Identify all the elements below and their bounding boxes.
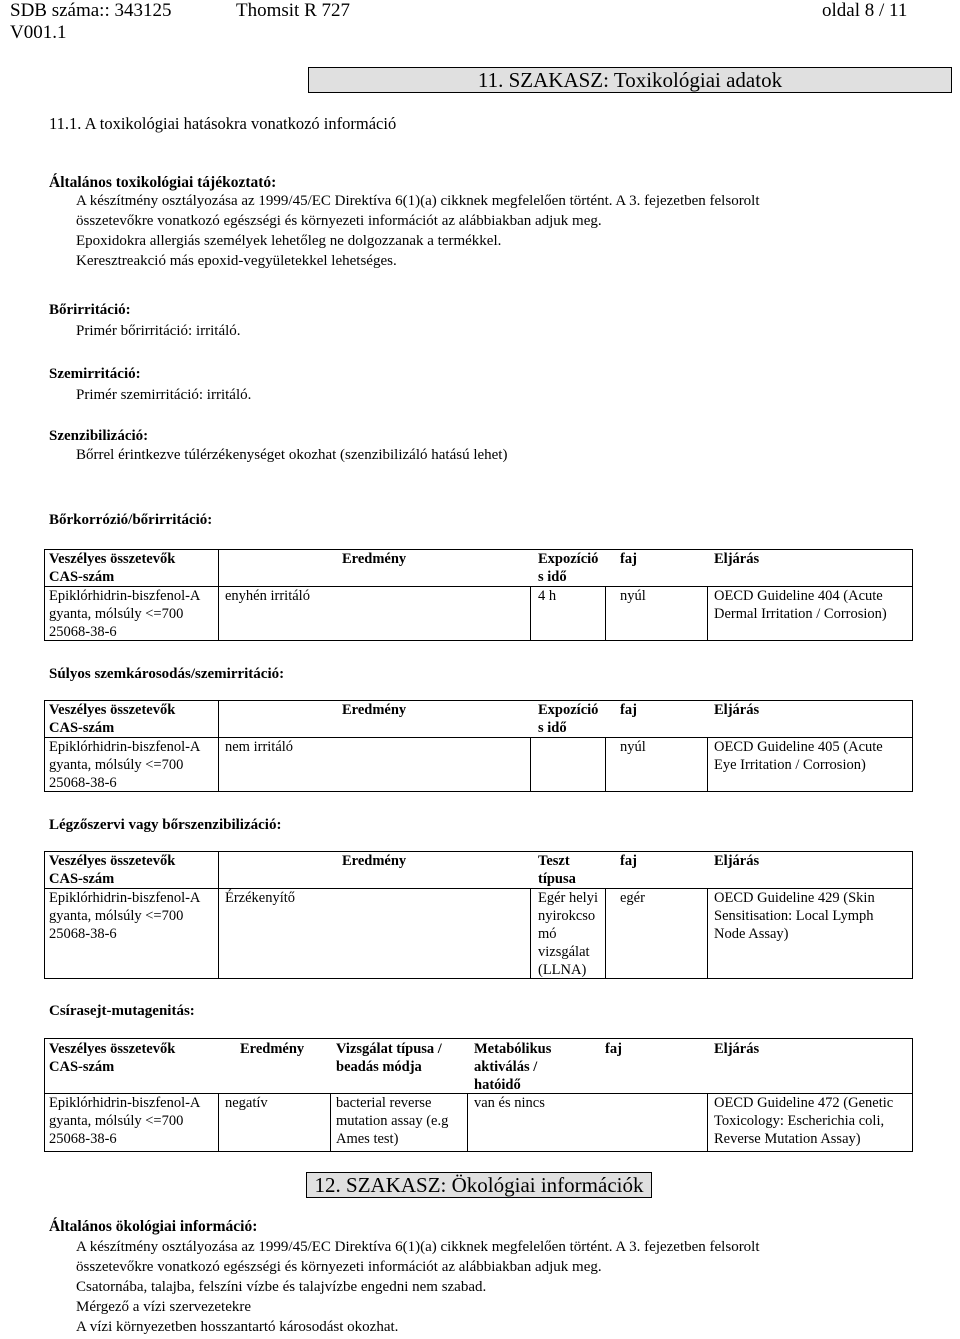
t3-test-2: nyirokcso [538,908,596,924]
col-exposure-2: s idő [538,569,567,585]
t2-result: nem irritáló [225,739,294,755]
t4-assay-1: bacterial reverse [336,1095,432,1111]
t3-method-2: Sensitisation: Local Lymph [714,908,874,924]
page-number: oldal 8 / 11 [822,0,908,21]
skin-text: Primér bőrirritáció: irritáló. [76,323,241,339]
substance-mw: gyanta, mólsúly <=700 [49,1113,184,1129]
t3-species: egér [620,890,645,906]
t4-metab: van és nincs [474,1095,545,1111]
table1-col-line [707,586,708,640]
table1-col-line [218,549,219,640]
t1-method-2: Dermal Irritation / Corrosion) [714,606,887,622]
t4-method-1: OECD Guideline 472 (Genetic [714,1095,894,1111]
substance-cas: 25068-38-6 [49,1131,117,1147]
col-test-type: Teszt [538,853,570,869]
t4-result: negatív [225,1095,268,1111]
table4-heading: Csírasejt-mutagenitás: [49,1003,195,1019]
table1-col-line [605,586,606,640]
t4-assay-2: mutation assay (e.g [336,1113,449,1129]
substance-mw: gyanta, mólsúly <=700 [49,757,184,773]
t3-result: Érzékenyítő [225,890,296,906]
section-11-banner [308,67,952,93]
t3-method-3: Node Assay) [714,926,789,942]
general-line-1: A készítmény osztályozása az 1999/45/EC Direktíva 6(1)(a) cikknek megfelelően történt. A 3. fejezetben felsorolt [76,193,760,209]
col-method: Eljárás [714,1041,760,1057]
general-line-4: Keresztreakció más epoxid-vegyületekkel lehetséges. [76,253,397,269]
t2-method-2: Eye Irritation / Corrosion) [714,757,866,773]
col-result: Eredmény [342,853,407,869]
t4-method-2: Toxicology: Escherichia coli, [714,1113,885,1129]
sens-heading: Szenzibilizáció: [49,428,149,444]
sens-text: Bőrrel érintkezve túlérzékenységet okozhat (szenzibilizáló hatású lehet) [76,447,508,463]
col-component: Veszélyes összetevők [49,1041,176,1057]
t3-test-4: vizsgálat [538,944,590,960]
general-line-3: Epoxidokra allergiás személyek lehetőleg ne dolgozzanak a termékkel. [76,233,502,249]
eye-heading: Szemirritáció: [49,366,141,382]
col-metab-3: hatóidő [474,1077,521,1093]
substance-name: Epiklórhidrin-biszfenol-A [49,1095,201,1111]
col-result: Eredmény [342,702,407,718]
t2-method-1: OECD Guideline 405 (Acute [714,739,883,755]
col-cas: CAS-szám [49,871,115,887]
t1-exposure: 4 h [538,588,557,604]
col-result: Eredmény [240,1041,305,1057]
substance-mw: gyanta, mólsúly <=700 [49,908,184,924]
substance-name: Epiklórhidrin-biszfenol-A [49,890,201,906]
skin-heading: Bőrirritáció: [49,302,131,318]
section-11-title: 11. SZAKASZ: Toxikológiai adatok [477,68,783,92]
product-name: Thomsit R 727 [236,0,351,21]
eco-line-4: Mérgező a vízi szervezetekre [76,1299,252,1315]
table4-col-line [330,1093,331,1151]
table3-heading: Légzőszervi vagy bőrszenzibilizáció: [49,817,282,833]
eco-line-1: A készítmény osztályozása az 1999/45/EC Direktíva 6(1)(a) cikknek megfelelően történt. A 3. fejezetben felsorolt [76,1239,760,1255]
col-species: faj [620,853,637,869]
eco-heading: Általános ökológiai információ: [49,1218,258,1235]
table3-col-line [605,888,606,978]
table1-col-line [530,586,531,640]
substance-cas: 25068-38-6 [49,624,117,640]
col-species: faj [605,1041,622,1057]
col-assay-2: beadás módja [336,1059,422,1075]
t1-method-1: OECD Guideline 404 (Acute [714,588,883,604]
col-cas: CAS-szám [49,1059,115,1075]
col-assay: Vizsgálat típusa / [336,1041,442,1057]
table2-col-line [707,737,708,791]
col-metab-2: aktiválás / [474,1059,538,1075]
version: V001.1 [10,22,67,43]
t2-species: nyúl [620,739,646,755]
substance-name: Epiklórhidrin-biszfenol-A [49,588,201,604]
substance-mw: gyanta, mólsúly <=700 [49,606,184,622]
t3-test-1: Egér helyi [538,890,598,906]
t3-test-5: (LLNA) [538,962,587,978]
subsection-title: 11.1. A toxikológiai hatásokra vonatkozó információ [49,114,397,133]
col-species: faj [620,551,637,567]
table1-heading: Bőrkorrózió/bőrirritáció: [49,512,213,528]
table3-col-line [530,888,531,978]
eye-text: Primér szemirritáció: irritáló. [76,387,252,403]
t3-method-1: OECD Guideline 429 (Skin [714,890,875,906]
table3-col-line [218,851,219,978]
t4-method-3: Reverse Mutation Assay) [714,1131,861,1147]
sdb-number: SDB száma:: 343125 [10,0,172,21]
table4-col-line [467,1093,468,1151]
eco-line-2: összetevőkre vonatkozó egészségi és környezeti információt az alábbiakban adjuk meg. [76,1259,602,1275]
col-method: Eljárás [714,853,760,869]
col-method: Eljárás [714,551,760,567]
col-method: Eljárás [714,702,760,718]
t4-assay-3: Ames test) [336,1131,399,1147]
col-component: Veszélyes összetevők [49,551,176,567]
substance-cas: 25068-38-6 [49,926,117,942]
col-component: Veszélyes összetevők [49,853,176,869]
table2-col-line [605,737,606,791]
eco-line-5: A vízi környezetben hosszantartó károsodást okozhat. [76,1319,399,1335]
table3-col-line [707,888,708,978]
t3-test-3: mó [538,926,557,942]
col-cas: CAS-szám [49,569,115,585]
col-cas: CAS-szám [49,720,115,736]
substance-cas: 25068-38-6 [49,775,117,791]
col-exposure-2: s idő [538,720,567,736]
section-12-title: 12. SZAKASZ: Ökológiai információk [314,1173,644,1197]
t1-species: nyúl [620,588,646,604]
table2-col-line [530,737,531,791]
col-exposure: Expozíció [538,551,599,567]
col-component: Veszélyes összetevők [49,702,176,718]
substance-name: Epiklórhidrin-biszfenol-A [49,739,201,755]
eco-line-3: Csatornába, talajba, felszíni vízbe és talajvízbe engedni nem szabad. [76,1279,487,1295]
table4-col-line [218,1093,219,1151]
col-test-type-2: típusa [538,871,576,887]
table2-heading: Súlyos szemkárosodás/szemirritáció: [49,666,285,682]
col-result: Eredmény [342,551,407,567]
t1-result: enyhén irritáló [225,588,310,604]
general-line-2: összetevőkre vonatkozó egészségi és környezeti információt az alábbiakban adjuk meg. [76,213,602,229]
section-12-banner [306,1172,652,1198]
col-metab: Metabólikus [474,1041,552,1057]
table2-col-line [218,700,219,791]
table4-col-line [707,1093,708,1151]
col-exposure: Expozíció [538,702,599,718]
col-species: faj [620,702,637,718]
general-heading: Általános toxikológiai tájékoztató: [49,174,277,191]
